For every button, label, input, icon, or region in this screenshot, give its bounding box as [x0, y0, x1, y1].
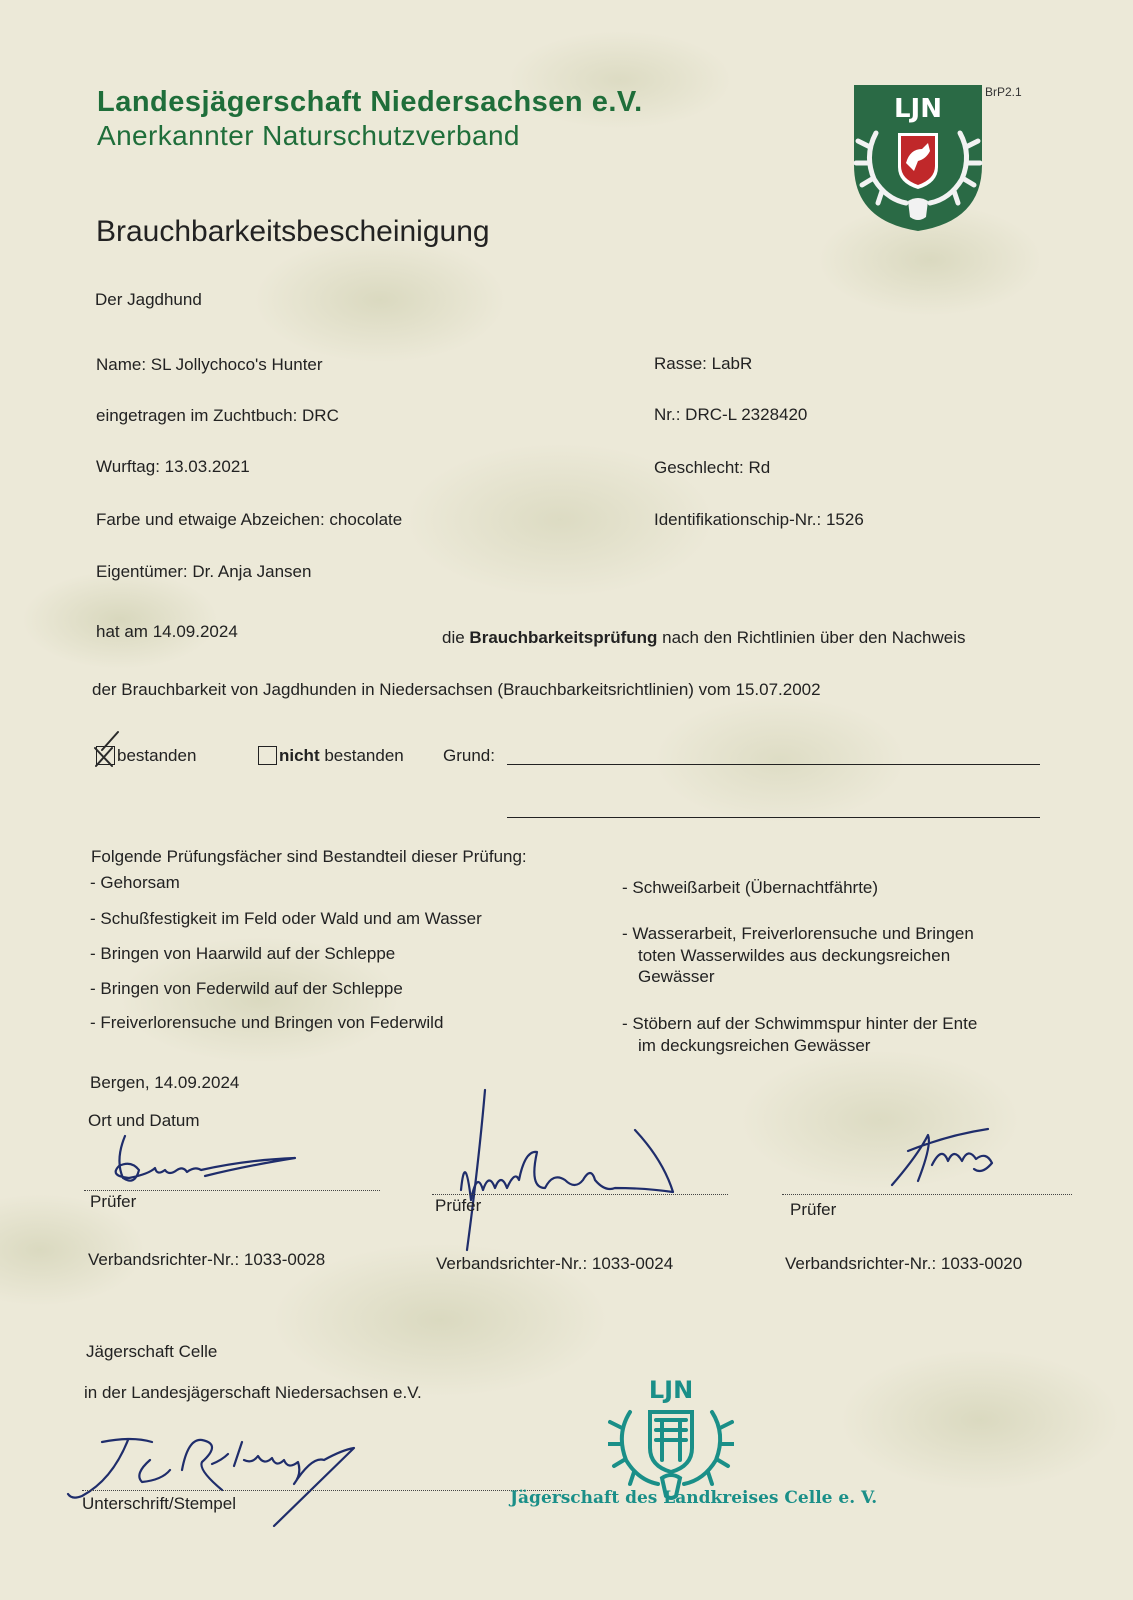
svg-text:LJN: LJN — [893, 94, 943, 124]
reason-line-2[interactable] — [507, 817, 1040, 818]
examiner-3-number: Verbandsrichter-Nr.: 1033-0020 — [785, 1254, 1023, 1273]
examiner-2-signature — [455, 1080, 695, 1260]
dog-whelp-date: Wurftag: 13.03.2021 — [96, 457, 250, 476]
subject-item: - Schußfestigkeit im Feld oder Wald und am Wasser — [90, 909, 482, 928]
subject-item-continued: Gewässer — [638, 967, 715, 986]
subject-item: - Wasserarbeit, Freiverlorensuche und Bringen — [622, 924, 974, 943]
subject-item-continued: im deckungsreichen Gewässer — [638, 1036, 871, 1055]
svg-text:LJN: LJN — [648, 1376, 694, 1404]
exam-sentence: die Brauchbarkeitsprüfung nach den Richtlinien über den Nachweis — [442, 628, 966, 647]
subject-item: - Stöbern auf der Schwimmspur hinter der Ente — [622, 1014, 978, 1033]
dog-name: Name: SL Jollychoco's Hunter — [96, 355, 323, 374]
examiner-1-signature-line[interactable] — [84, 1190, 380, 1191]
subject-item: - Bringen von Federwild auf der Schleppe — [90, 979, 403, 998]
reason-label: Grund: — [443, 746, 495, 765]
chairman-signature — [62, 1430, 372, 1530]
organization-name: Landesjägerschaft Niedersachsen e.V. — [97, 86, 643, 118]
dog-sex: Geschlecht: Rd — [654, 458, 771, 477]
exam-sentence-line2: der Brauchbarkeit von Jagdhunden in Niedersachsen (Brauchbarkeitsrichtlinien) vom 15.07.2002 — [92, 680, 821, 699]
subject-item: - Schweißarbeit (Übernachtfährte) — [622, 878, 879, 897]
dog-intro: Der Jagdhund — [95, 290, 202, 309]
examiner-2-label: Prüfer — [435, 1196, 482, 1215]
chapter-stamp-text: Jägerschaft des Landkreises Celle e. V. — [510, 1488, 878, 1508]
subject-item: - Freiverlorensuche und Bringen von Federwild — [90, 1013, 444, 1032]
organization-subtitle: Anerkannter Naturschutzverband — [97, 120, 520, 151]
dog-color: Farbe und etwaige Abzeichen: chocolate — [96, 510, 403, 529]
failed-checkbox[interactable] — [258, 746, 277, 765]
document-title: Brauchbarkeitsbescheinigung — [96, 215, 490, 248]
form-code: BrP2.1 — [985, 85, 1022, 99]
chapter-affiliation: in der Landesjägerschaft Niedersachsen e.V. — [84, 1383, 422, 1402]
ljn-crest-logo — [852, 83, 984, 233]
exam-date: hat am 14.09.2024 — [96, 622, 238, 641]
dog-breed: Rasse: LabR — [654, 354, 753, 373]
reason-line-1[interactable] — [507, 764, 1040, 765]
examiner-3-signature-line[interactable] — [782, 1194, 1072, 1195]
examiner-1-label: Prüfer — [90, 1192, 137, 1211]
dog-studbook: eingetragen im Zuchtbuch: DRC — [96, 406, 339, 425]
subject-item: - Bringen von Haarwild auf der Schleppe — [90, 944, 396, 963]
subject-item-continued: toten Wasserwildes aus deckungsreichen — [638, 946, 951, 965]
examiner-3-label: Prüfer — [790, 1200, 837, 1219]
examiner-1-number: Verbandsrichter-Nr.: 1033-0028 — [88, 1250, 326, 1269]
signature-stamp-label: Unterschrift/Stempel — [82, 1494, 236, 1513]
dog-studbook-number: Nr.: DRC-L 2328420 — [654, 405, 808, 424]
place-date-label: Ort und Datum — [88, 1111, 200, 1130]
subject-item: - Gehorsam — [90, 873, 180, 892]
examiner-2-number: Verbandsrichter-Nr.: 1033-0024 — [436, 1254, 674, 1273]
chairman-signature-line[interactable] — [82, 1490, 562, 1491]
examiner-3-signature — [888, 1125, 1028, 1195]
place-date-value: Bergen, 14.09.2024 — [90, 1073, 240, 1092]
dog-chip-number: Identifikationschip-Nr.: 1526 — [654, 510, 864, 529]
chapter-name: Jägerschaft Celle — [86, 1342, 218, 1361]
failed-label: nicht bestanden — [279, 746, 404, 765]
chapter-stamp-logo — [608, 1372, 734, 1502]
examiner-1-signature — [95, 1130, 315, 1190]
dog-owner: Eigentümer: Dr. Anja Jansen — [96, 562, 312, 581]
passed-label: bestanden — [117, 746, 197, 765]
subjects-heading: Folgende Prüfungsfächer sind Bestandteil dieser Prüfung: — [91, 847, 527, 866]
examiner-2-signature-line[interactable] — [432, 1194, 728, 1195]
